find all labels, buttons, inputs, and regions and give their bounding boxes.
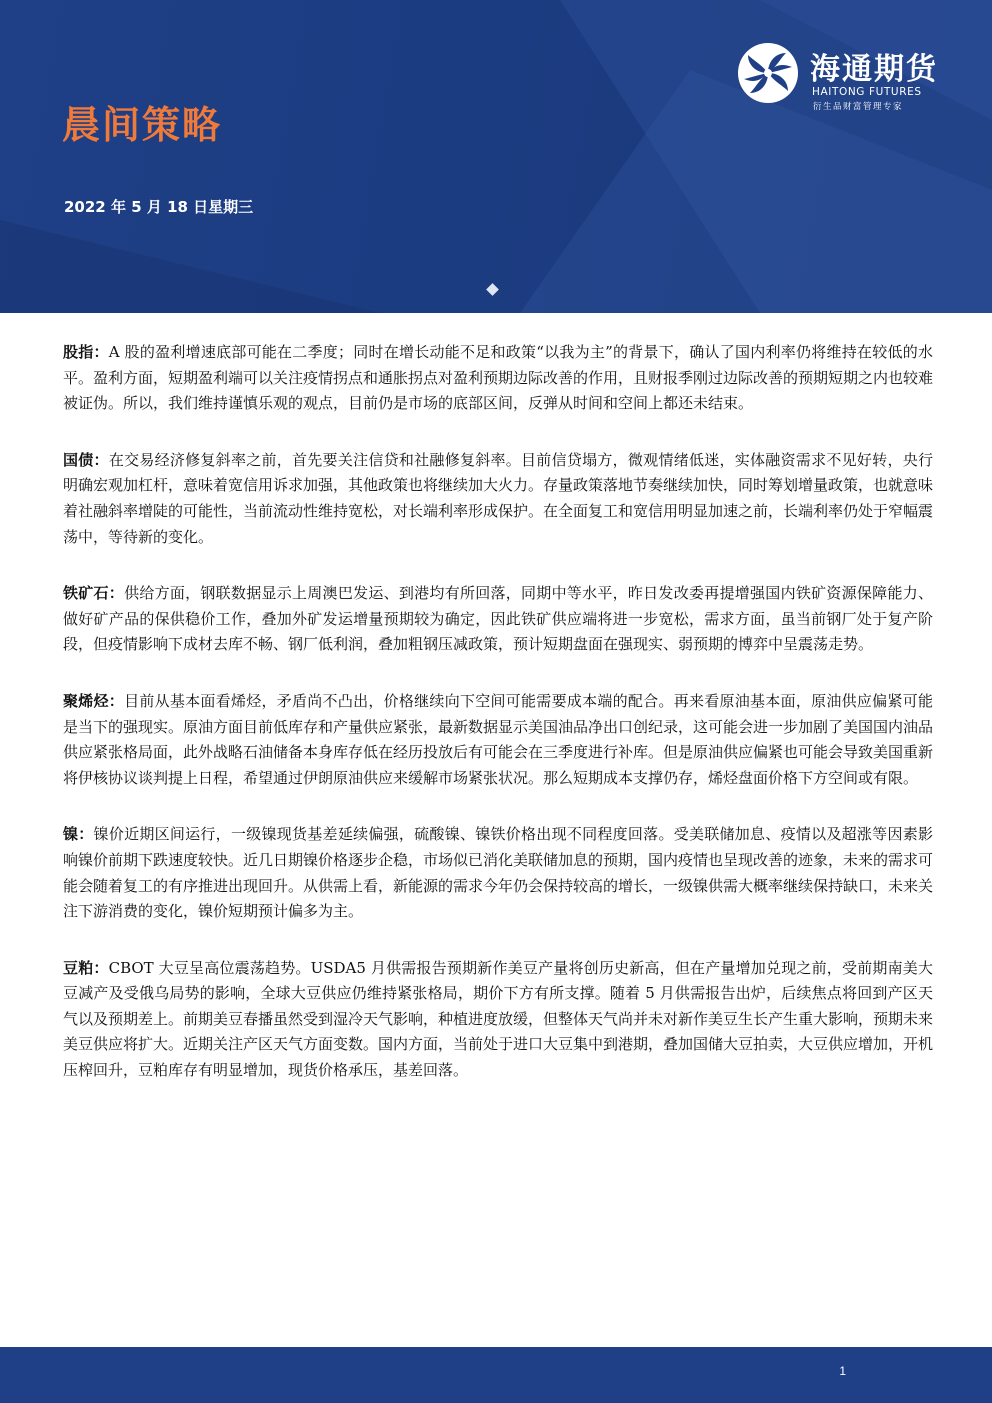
section-text: 在交易经济修复斜率之前，首先要关注信贷和社融修复斜率。目前信贷塌方，微观情绪低迷，实体融资需求不见好转，央行明确宏观加杠杆，意味着宽信用诉求加强，其他政策也将继续加大火力。存量政策落地节奏继续加快，同时筹划增量政策，也就意味着社融斜率增陡的可能性，当前流动性维持宽松，对长端利率形成保护。在全面复工和宽信用明显加速之前，长端利率仍处于窄幅震荡中，等待新的变化。 xyxy=(63,450,934,546)
section-label: 豆粕： xyxy=(63,958,109,977)
page-title: 晨间策略 xyxy=(62,102,223,147)
section-polyolefin xyxy=(63,689,933,791)
section-stock-index xyxy=(63,340,933,417)
logo-tagline: 衍生品财富管理专家 xyxy=(813,102,904,112)
logo-name-cn: 海通期货 xyxy=(810,52,938,87)
logo-name-en: HAITONG FUTURES xyxy=(812,86,922,98)
page-number: 1 xyxy=(839,1364,846,1378)
section-label: 镍： xyxy=(63,825,94,844)
section-text: A 股的盈利增速底部可能在二季度；同时在增长动能不足和政策“以我为主”的背景下，确认了国内利率仍将维持在较低的水平。盈利方面，短期盈利端可以关注疫情拐点和通胀拐点对盈利预期边际改善的作用，且财报季刚过边际改善的预期短期之内也较难被证伪。所以，我们维持谨慎乐观的观点，目前仍是市场的底部区间，反弹从时间和空间上都还未结束。 xyxy=(63,343,934,413)
section-nickel xyxy=(63,822,933,924)
company-logo xyxy=(736,38,966,110)
strategy-content xyxy=(63,340,933,1115)
section-label: 国债： xyxy=(63,450,109,469)
section-label: 股指： xyxy=(63,343,109,361)
section-treasury-bonds xyxy=(63,448,933,550)
header-banner xyxy=(0,0,992,313)
section-text: CBOT 大豆呈高位震荡趋势。USDA5 月供需报告预期新作美豆产量将创历史新高，但在产量增加兑现之前，受前期南美大豆减产及受俄乌局势的影响，全球大豆供应仍维持紧张格局，期价下方有所支撑。随着 5 月供需报告出炉，后续焦点将回到产区天气以及预期差上。前期美豆春播虽然受到湿冷天气影响，种植进度放缓，但整体天气尚并未对新作美豆生长产生重大影响，预期未来美豆供应将扩大。近期关注产区天气方面变数。国内方面，当前处于进口大豆集中到港期，叠加国储大豆拍卖，大豆供应增加，开机压榨回升，豆粕库存有明显增加，现货价格承压，基差回落。 xyxy=(63,958,934,1080)
section-label: 聚烯烃： xyxy=(63,691,125,710)
section-label: 铁矿石： xyxy=(63,584,125,603)
section-text: 镍价近期区间运行，一级镍现货基差延续偏强，硫酸镍、镍铁价格出现不同程度回落。受美联储加息、疫情以及超涨等因素影响镍价前期下跌速度较快。近几日期镍价格逐步企稳，市场似已消化美联储加息的预期，国内疫情也呈现改善的迹象，未来的需求可能会随着复工的有序推进出现回升。从供需上看，新能源的需求今年仍会保持较高的增长，一级镍供需大概率继续保持缺口，未来关注下游消费的变化，镍价短期预计偏多为主。 xyxy=(63,825,934,921)
haitong-swirl-icon xyxy=(736,41,800,105)
report-date: 2022 年 5 月 18 日星期三 xyxy=(64,198,254,216)
section-text: 目前从基本面看烯烃，矛盾尚不凸出，价格继续向下空间可能需要成本端的配合。再来看原油基本面，原油供应偏紧可能是当下的强现实。原油方面目前低库存和产量供应紧张，最新数据显示美国油品净出口创纪录，这可能会进一步加剧了美国国内油品供应紧张格局面，此外战略石油储备本身库存低在经历投放后有可能会在三季度进行补库。但是原油供应偏紧也可能会导致美国重新将伊核协议谈判提上日程，希望通过伊朗原油供应来缓解市场紧张状况。那么短期成本支撑仍存，烯烃盘面价格下方空间或有限。 xyxy=(63,691,934,787)
section-soybean-meal xyxy=(63,956,933,1084)
section-iron-ore xyxy=(63,581,933,658)
section-text: 供给方面，钢联数据显示上周澳巴发运、到港均有所回落，同期中等水平，昨日发改委再提增强国内铁矿资源保障能力、做好矿产品的保供稳价工作，叠加外矿发运增量预期较为确定，因此铁矿供应端将进一步宽松，需求方面，虽当前钢厂处于复产阶段，但疫情影响下成材去库不畅、钢厂低利润，叠加粗钢压减政策，预计短期盘面在强现实、弱预期的博弈中呈震荡走势。 xyxy=(63,584,933,654)
